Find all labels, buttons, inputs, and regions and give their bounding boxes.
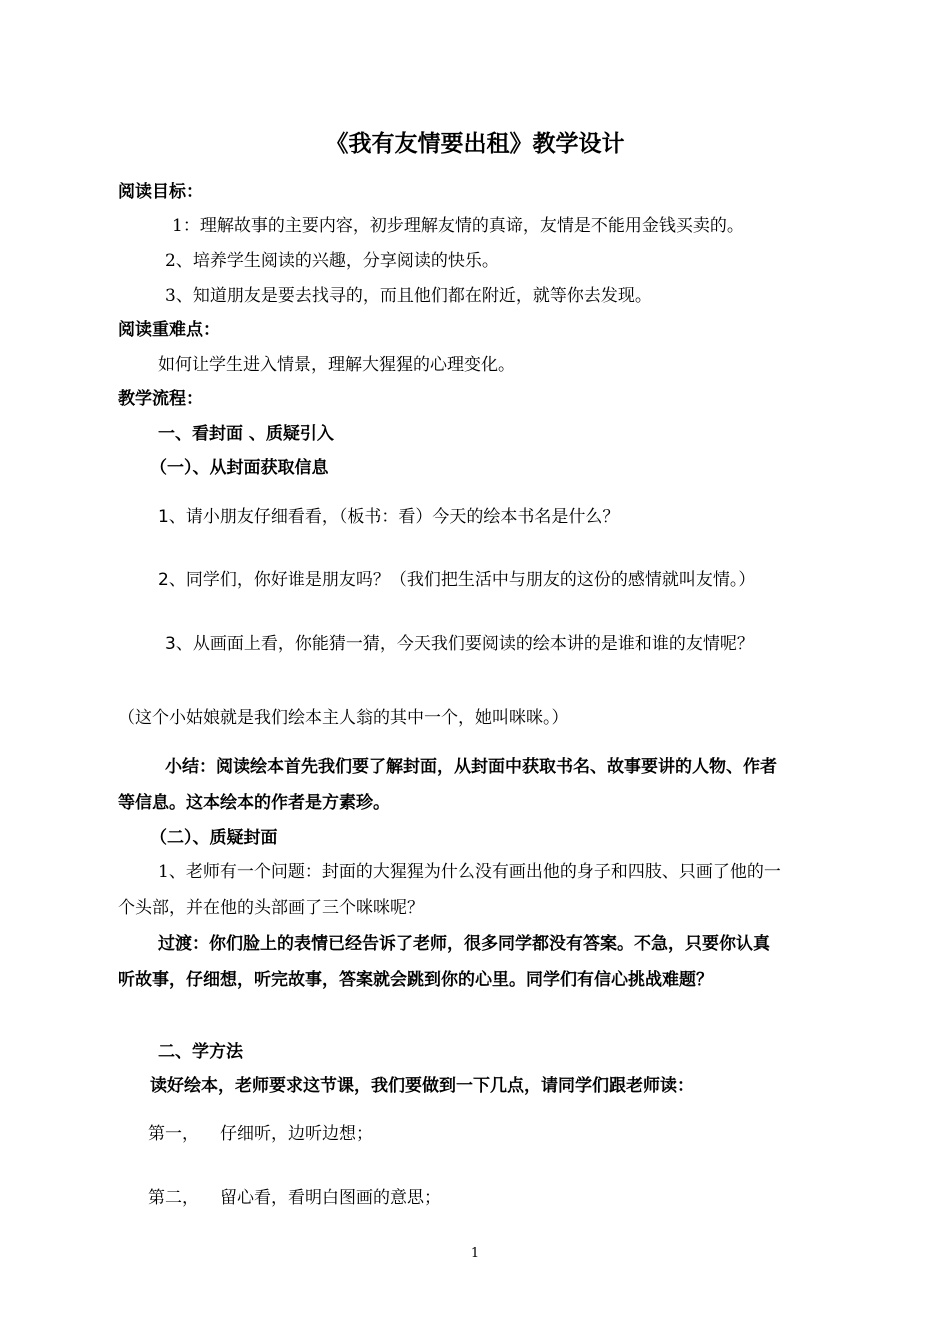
sub2-question-line-1: 1、老师有一个问题：封面的大猩猩为什么没有画出他的身子和四肢、只画了他的一 bbox=[158, 862, 781, 882]
objective-2: 2、培养学生阅读的兴趣，分享阅读的快乐。 bbox=[165, 251, 499, 271]
section2-intro: 读好绘本，老师要求这节课，我们要做到一下几点，请同学们跟老师读： bbox=[150, 1076, 694, 1096]
page-number: 1 bbox=[470, 1246, 480, 1261]
transition-line-1: 过渡：你们脸上的表情已经告诉了老师，很多同学都没有答案。不急，只要你认真 bbox=[158, 934, 770, 954]
section1-sub2-heading: （二）、质疑封面 bbox=[150, 828, 278, 848]
method-1-label: 第一， bbox=[148, 1124, 199, 1144]
summary-line-1: 小结：阅读绘本首先我们要了解封面，从封面中获取书名、故事要讲的人物、作者 bbox=[165, 757, 777, 777]
method-2-text: 留心看，看明白图画的意思； bbox=[220, 1188, 441, 1208]
objectives-heading: 阅读目标： bbox=[118, 182, 203, 202]
sub2-question-line-2: 个头部，并在他的头部画了三个咪咪呢？ bbox=[118, 898, 424, 918]
objective-3: 3、知道朋友是要去找寻的，而且他们都在附近，就等你去发现。 bbox=[165, 286, 652, 306]
question-2: 2、同学们，你好谁是朋友吗？（我们把生活中与朋友的这份的感情就叫友情。） bbox=[158, 570, 756, 590]
question-1: 1、请小朋友仔细看看，（板书：看）今天的绘本书名是什么？ bbox=[158, 507, 620, 527]
summary-line-2: 等信息。这本绘本的作者是方素珍。 bbox=[118, 793, 390, 813]
method-1-text: 仔细听，边听边想； bbox=[220, 1124, 373, 1144]
difficulty-text: 如何让学生进入情景，理解大猩猩的心理变化。 bbox=[158, 355, 515, 375]
method-2-label: 第二， bbox=[148, 1188, 199, 1208]
section1-heading: 一、看封面 、质疑引入 bbox=[158, 424, 334, 444]
objective-1: 1：理解故事的主要内容，初步理解友情的真谛，友情是不能用金钱买卖的。 bbox=[172, 216, 744, 236]
document-title: 《我有友情要出租》教学设计 bbox=[325, 131, 625, 157]
transition-line-2: 听故事，仔细想，听完故事，答案就会跳到你的心里。同学们有信心挑战难题？ bbox=[118, 970, 713, 990]
process-heading: 教学流程： bbox=[118, 389, 203, 409]
section1-sub1-heading: （一）、从封面获取信息 bbox=[150, 458, 329, 478]
difficulty-heading: 阅读重难点： bbox=[118, 320, 220, 340]
note-mimi: （这个小姑娘就是我们绘本主人翁的其中一个，她叫咪咪。） bbox=[118, 708, 569, 728]
section2-heading: 二、学方法 bbox=[158, 1042, 243, 1062]
question-3: 3、从画面上看，你能猜一猜，今天我们要阅读的绘本讲的是谁和谁的友情呢？ bbox=[165, 634, 754, 654]
